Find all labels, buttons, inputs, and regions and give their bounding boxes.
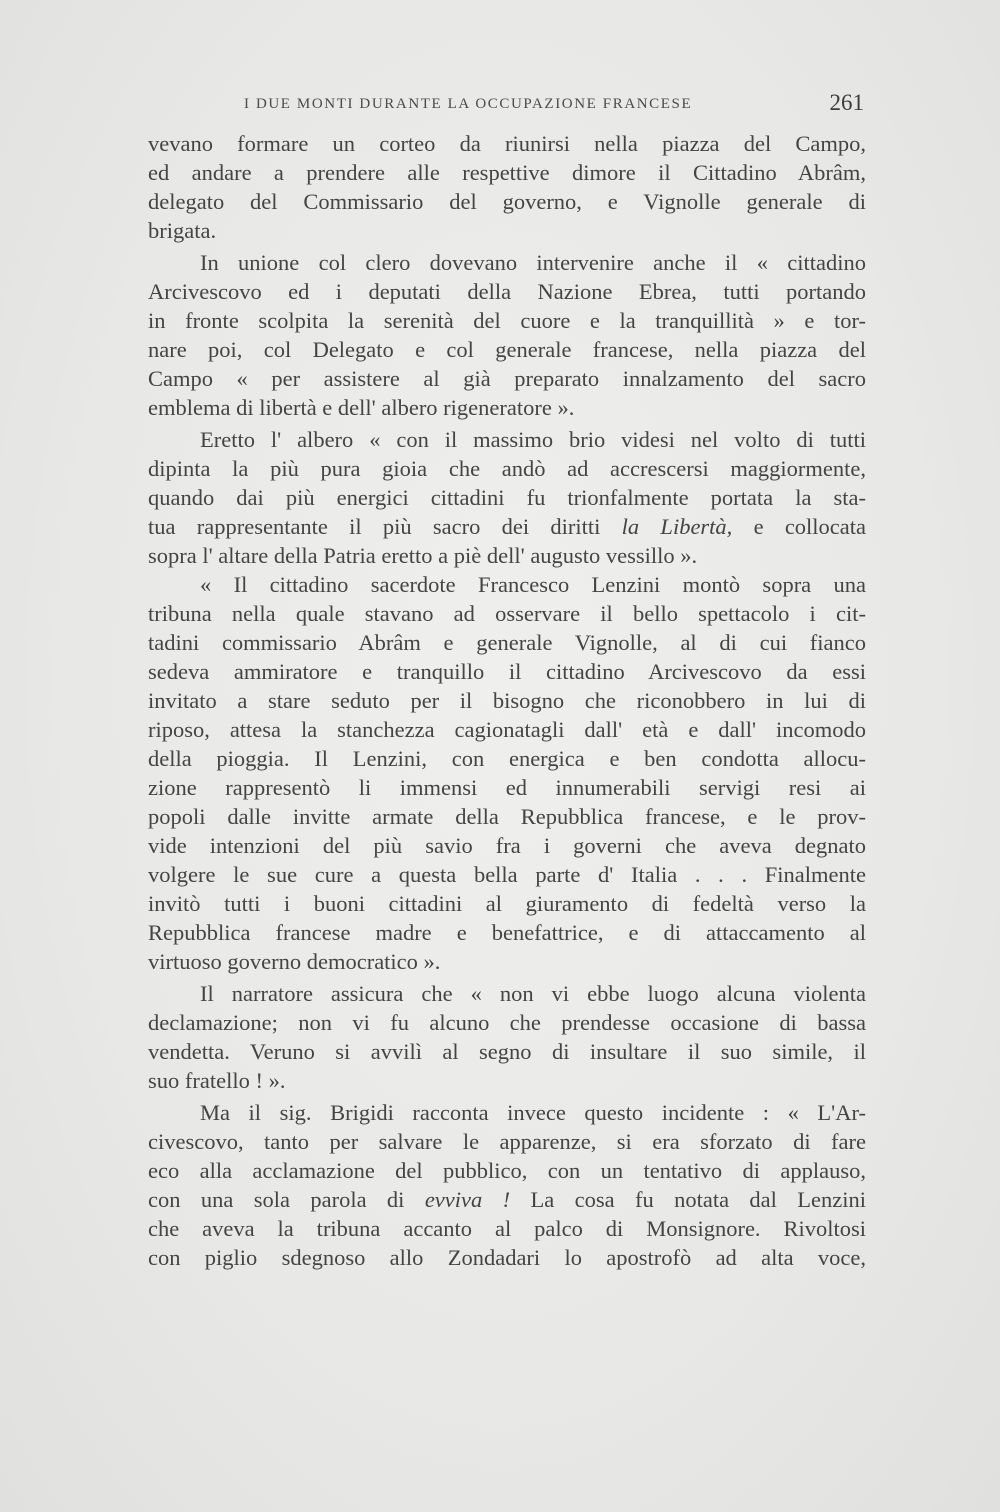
text-line: vendetta. Veruno si avvilì al segno di insultare il suo simile, il: [148, 1039, 866, 1064]
text-line: invitato a stare seduto per il bisogno che riconobbero in lui di: [148, 688, 866, 713]
text-segment: tua rappresentante il più sacro dei diritti: [148, 514, 601, 539]
text-line: della pioggia. Il Lenzini, con energica e ben condotta allocu-: [148, 746, 866, 771]
text-segment: e collocata: [753, 514, 867, 539]
text-line: Eretto l' albero « con il massimo brio videsi nel volto di tutti: [200, 427, 866, 452]
text-line: in fronte scolpita la serenità del cuore e la tranquillità » e tor-: [148, 308, 866, 333]
text-line: invitò tutti i buoni cittadini al giuramento di fedeltà verso la: [148, 891, 866, 916]
text-line: vide intenzioni del più savio fra i governi che aveva degnato: [148, 833, 866, 858]
text-line: Ma il sig. Brigidi racconta invece questo incidente : « L'Ar-: [200, 1100, 866, 1125]
text-line: « Il cittadino sacerdote Francesco Lenzini montò sopra una: [200, 572, 866, 597]
text-line: quando dai più energici cittadini fu trionfalmente portata la sta-: [148, 485, 866, 510]
text-line: che aveva la tribuna accanto al palco di Monsignore. Rivoltosi: [148, 1216, 866, 1241]
text-segment: con una sola parola di: [148, 1187, 405, 1212]
text-line: popoli dalle invitte armate della Repubblica francese, e le prov-: [148, 804, 866, 829]
text-line: virtuoso governo democratico ».: [148, 949, 441, 974]
text-line: tribuna nella quale stavano ad osservare il bello spettacolo i cit-: [148, 601, 866, 626]
text-line: tadini commissario Abrâm e generale Vignolle, al di cui fianco: [148, 630, 866, 655]
text-line: sopra l' altare della Patria eretto a piè dell' augusto vessillo ».: [148, 543, 698, 568]
text-line: Campo « per assistere al già preparato innalzamento del sacro: [148, 366, 866, 391]
text-line: nare poi, col Delegato e col generale francese, nella piazza del: [148, 337, 866, 362]
text-line: zione rappresentò li immensi ed innumerabili servigi resi ai: [148, 775, 866, 800]
text-segment: La cosa fu notata dal Lenzini: [530, 1187, 867, 1212]
text-line-with-italic: [148, 1185, 866, 1214]
text-line: con piglio sdegnoso allo Zondadari lo apostrofò ad alta voce,: [148, 1245, 866, 1270]
italic-segment: evviva !: [424, 1187, 511, 1212]
text-line: Il narratore assicura che « non vi ebbe luogo alcuna violenta: [200, 981, 866, 1006]
text-line: dipinta la più pura gioia che andò ad accrescersi maggiormente,: [148, 456, 866, 481]
text-line: emblema di libertà e dell' albero rigeneratore ».: [148, 395, 575, 420]
text-line: brigata.: [148, 218, 217, 243]
text-line: volgere le sue cure a questa bella parte d' Italia . . . Finalmente: [148, 862, 866, 887]
text-line: delegato del Commissario del governo, e Vignolle generale di: [148, 189, 866, 214]
running-title: I DUE MONTI DURANTE LA OCCUPAZIONE FRANCESE: [244, 96, 693, 112]
text-line: sedeva ammiratore e tranquillo il cittadino Arcivescovo da essi: [148, 659, 866, 684]
text-line: suo fratello ! ».: [148, 1068, 286, 1093]
text-line: In unione col clero dovevano intervenire anche il « cittadino: [200, 250, 866, 275]
text-line: Repubblica francese madre e benefattrice, e di attaccamento al: [148, 920, 866, 945]
italic-segment: la Libertà,: [621, 514, 733, 539]
text-line-with-italic: [148, 512, 866, 541]
text-line: vevano formare un corteo da riunirsi nella piazza del Campo,: [148, 131, 866, 156]
text-line: civescovo, tanto per salvare le apparenze, si era sforzato di fare: [148, 1129, 866, 1154]
text-line: riposo, attesa la stanchezza cagionatagli dall' età e dall' incomodo: [148, 717, 866, 742]
page-number: 261: [829, 90, 864, 115]
page-header: [148, 90, 868, 120]
text-line: Arcivescovo ed i deputati della Nazione Ebrea, tutti portando: [148, 279, 866, 304]
text-line: declamazione; non vi fu alcuno che prendesse occasione di bassa: [148, 1010, 866, 1035]
text-line: eco alla acclamazione del pubblico, con un tentativo di applauso,: [148, 1158, 866, 1183]
body-text: [148, 129, 866, 1272]
text-line: ed andare a prendere alle respettive dimore il Cittadino Abrâm,: [148, 160, 866, 185]
